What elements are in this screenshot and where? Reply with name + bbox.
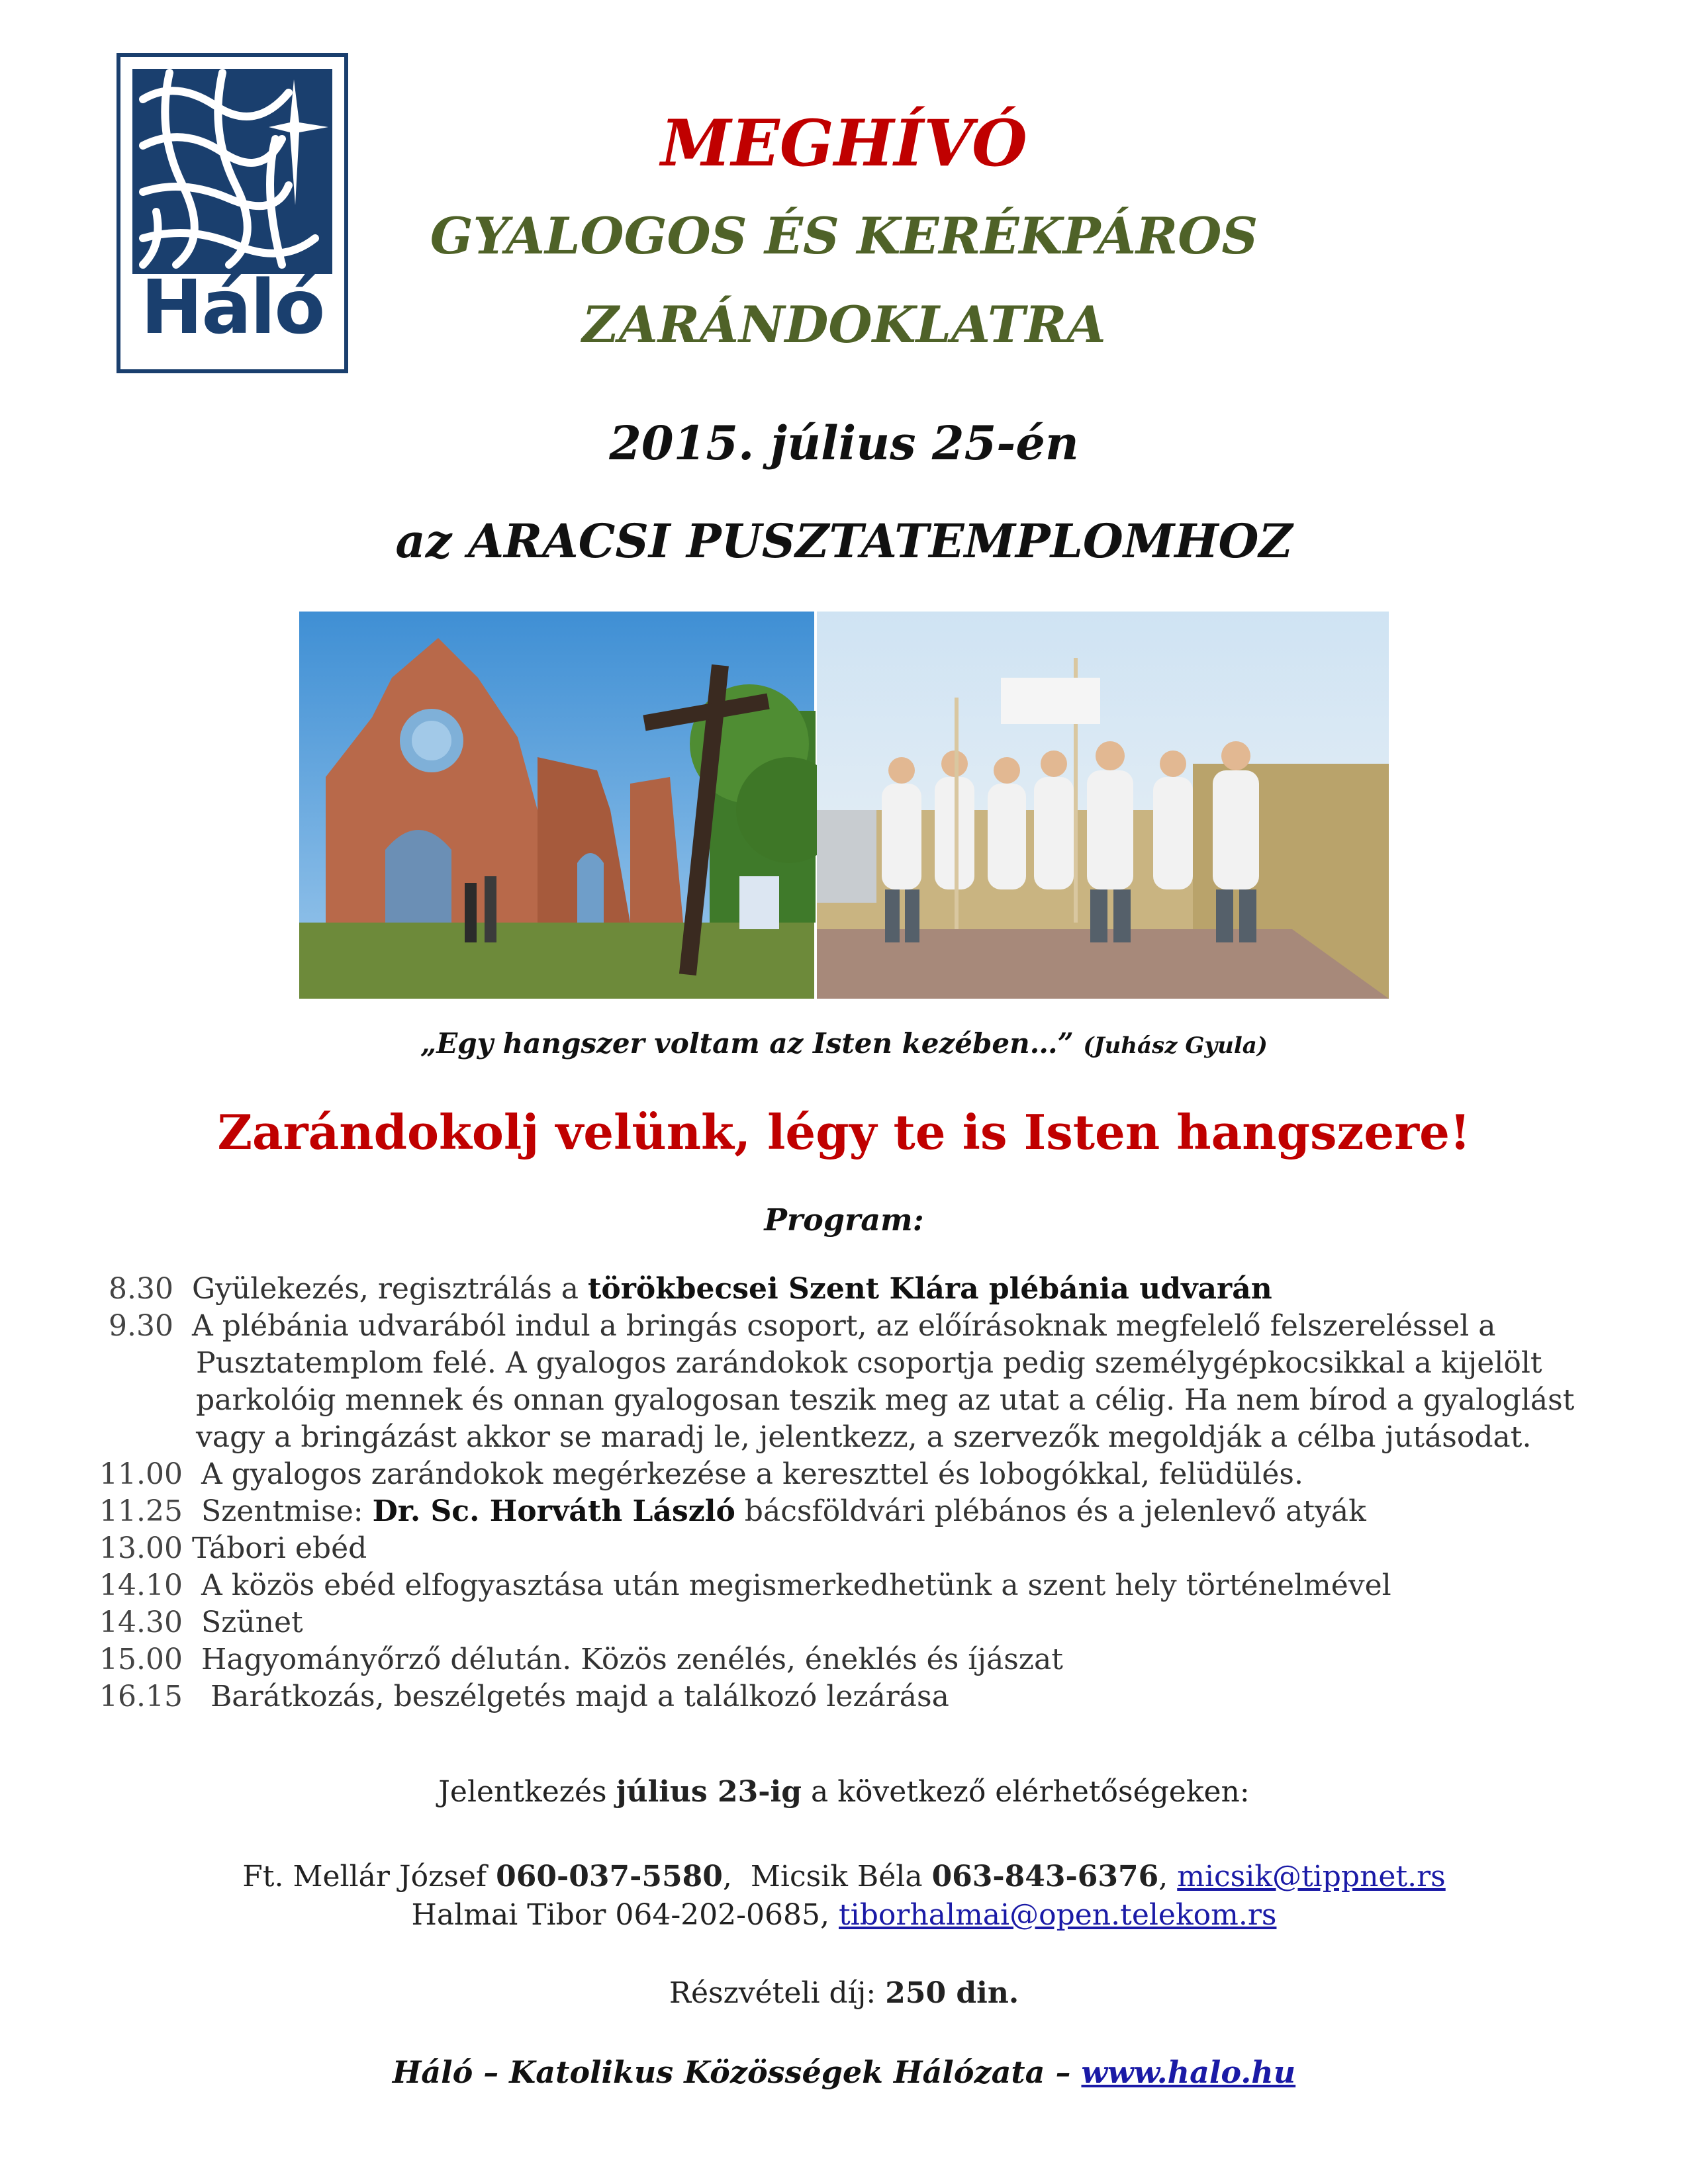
program-text: Szünet (201, 1606, 303, 1639)
fee-label: Részvételi díj: (669, 1976, 876, 2010)
program-time: 11.00 (99, 1457, 183, 1491)
program-time: 14.10 (99, 1569, 183, 1602)
program-time: 16.15 (99, 1680, 183, 1713)
subtitle-line1: GYALOGOS ÉS KERÉKPÁROS (430, 206, 1258, 265)
program-continuation: vagy a bringázást akkor se maradj le, jelentkezz, a szervezők megoldják a célba jutásodat. (196, 1420, 1532, 1454)
program-list (99, 1271, 1622, 1715)
contact-line-2 (0, 1897, 1688, 1934)
program-text: A közös ebéd elfogyasztása után megismerkedhetünk a szent hely történelmével (201, 1569, 1391, 1602)
program-item (99, 1567, 1622, 1604)
contact1-name: Ft. Mellár József (242, 1860, 487, 1893)
program-text: A gyalogos zarándokok megérkezése a kereszttel és lobogókkal, felüdülés. (201, 1457, 1303, 1491)
fee-line (0, 1975, 1688, 2012)
church-ruin-photo (299, 612, 842, 999)
program-text: Barátkozás, beszélgetés majd a találkozó lezárása (210, 1680, 949, 1713)
contact2-phone: 063-843-6376 (931, 1860, 1159, 1893)
program-text: Szentmise: (201, 1494, 363, 1528)
contact-line-1: Ft. Mellár József 060-037-5580, Micsik Béla 063-843-6376, micsik@tippnet.rs (242, 1860, 1446, 1893)
program-continuation: parkolóig mennek és onnan gyalogosan teszik meg az utat a célig. Ha nem bírod a gyaloglást (196, 1383, 1575, 1417)
program-item (99, 1308, 1622, 1345)
program-item (99, 1530, 1622, 1567)
contact1-phone: 060-037-5580 (496, 1860, 723, 1893)
program-item (99, 1271, 1622, 1308)
program-text: A plébánia udvarából indul a bringás csoport, az előírásoknak megfelelő felszereléssel a (191, 1309, 1496, 1343)
quote (0, 1027, 1688, 1060)
event-date: 2015. július 25-én (609, 416, 1079, 471)
footer (0, 2054, 1688, 2090)
footer-website-link[interactable]: www.halo.hu (1081, 2054, 1296, 2090)
program-time: 11.25 (99, 1494, 183, 1528)
program-item (99, 1678, 1622, 1715)
fee-value: 250 din. (885, 1976, 1019, 2010)
program-heading: Program: (764, 1202, 924, 1238)
program-bold: törökbecsei Szent Klára plébánia udvarán (588, 1272, 1272, 1306)
contact2-email-link[interactable]: micsik@tippnet.rs (1177, 1860, 1446, 1893)
program-time: 8.30 (109, 1272, 173, 1306)
program-time: 13.00 (99, 1531, 183, 1565)
contact3: Halmai Tibor 064-202-0685, (411, 1898, 829, 1932)
program-text: Gyülekezés, regisztrálás a (191, 1272, 579, 1306)
program-text: Tábori ebéd (191, 1531, 367, 1565)
registration-pre: Jelentkezés (438, 1775, 607, 1809)
program-time: 9.30 (109, 1309, 173, 1343)
event-destination: az ARACSI PUSZTATEMPLOMHOZ (395, 514, 1293, 569)
program-text-post: bácsföldvári plébános és a jelenlevő atyák (744, 1494, 1366, 1528)
slogan: Zarándokolj velünk, légy te is Isten hangszere! (217, 1104, 1471, 1160)
program-item (99, 1641, 1622, 1678)
program-time: 14.30 (99, 1606, 183, 1639)
quote-author: (Juhász Gyula) (1083, 1032, 1268, 1059)
footer-text: Háló – Katolikus Közösségek Hálózata – (392, 2054, 1071, 2090)
logo-wordmark: Háló (140, 265, 324, 351)
program-item (99, 1456, 1622, 1493)
page-title: MEGHÍVÓ (661, 106, 1027, 181)
program-item (99, 1493, 1622, 1530)
subtitle-line2: ZARÁNDOKLATRA (582, 295, 1106, 354)
event-photos (299, 612, 1389, 999)
registration-post: a következő elérhetőségeken: (810, 1775, 1250, 1809)
program-continuation: Pusztatemplom felé. A gyalogos zarándokok csoportja pedig személygépkocsikkal a kijelölt (196, 1346, 1542, 1380)
quote-text: „Egy hangszer voltam az Isten kezében…” (420, 1027, 1074, 1060)
registration-line (0, 1774, 1688, 1811)
contact2-name: Micsik Béla (750, 1860, 923, 1893)
program-item (99, 1604, 1622, 1641)
program-bold: Dr. Sc. Horváth László (372, 1494, 735, 1528)
registration-deadline: július 23-ig (616, 1775, 802, 1809)
pilgrims-group-photo (817, 612, 1389, 999)
contact3-email-link[interactable]: tiborhalmai@open.telekom.rs (839, 1898, 1277, 1932)
program-time: 15.00 (99, 1643, 183, 1676)
program-text: Hagyományőrző délután. Közös zenélés, éneklés és íjászat (201, 1643, 1063, 1676)
